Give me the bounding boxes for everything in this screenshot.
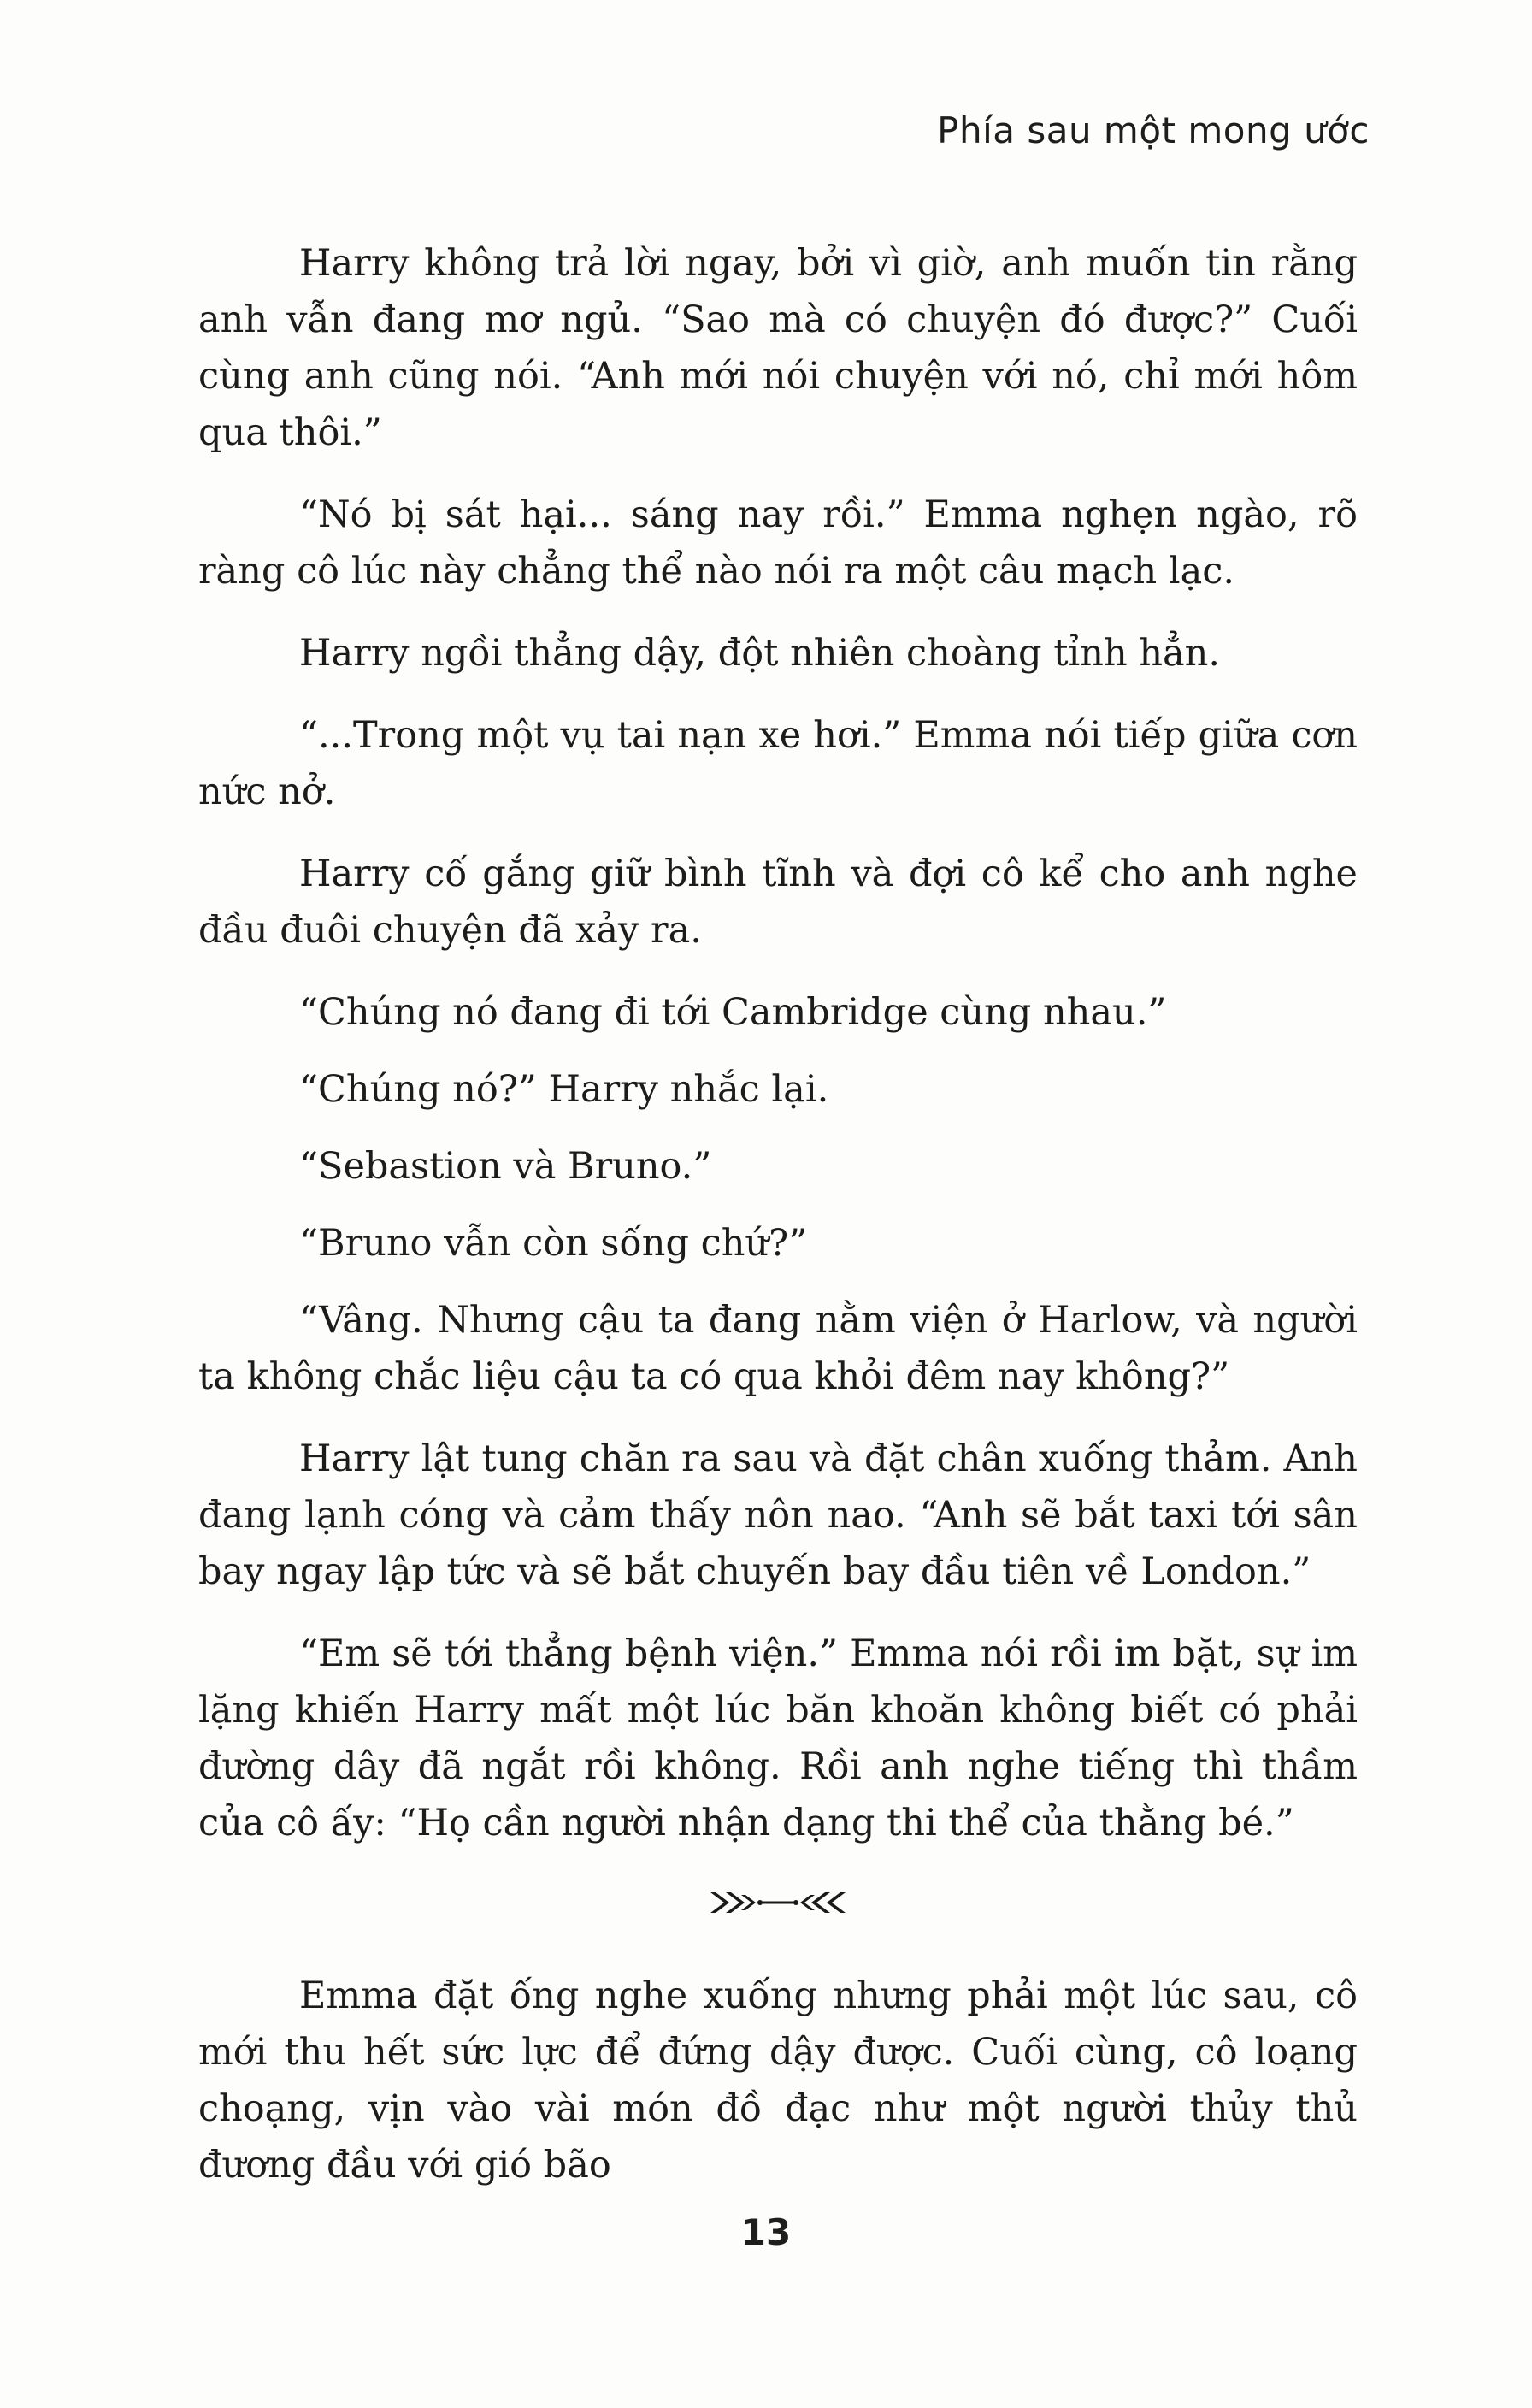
section-break <box>198 1877 1358 1928</box>
page-body <box>198 235 1358 2219</box>
paragraph: “Nó bị sát hại... sáng nay rồi.” Emma nghẹn ngào, rõ ràng cô lúc này chẳng thể nào nói ra một câu mạch lạc. <box>198 493 1358 593</box>
paragraph: Harry lật tung chăn ra sau và đặt chân xuống thảm. Anh đang lạnh cóng và cảm thấy nôn nao. “Anh sẽ bắt taxi tới sân bay ngay lập tức và sẽ bắt chuyến bay đầu tiên về London.” <box>198 1437 1358 1593</box>
paragraph: “Vâng. Nhưng cậu ta đang nằm viện ở Harlow, và người ta không chắc liệu cậu ta có qua khỏi đêm nay không?” <box>198 1299 1358 1398</box>
paragraph: “...Trong một vụ tai nạn xe hơi.” Emma nói tiếp giữa cơn nức nở. <box>198 714 1358 813</box>
paragraph: “Sebastion và Bruno.” <box>299 1145 712 1188</box>
paragraph: “Bruno vẫn còn sống chứ?” <box>299 1222 808 1265</box>
paragraph: Emma đặt ống nghe xuống nhưng phải một lúc sau, cô mới thu hết sức lực để đứng dậy được. Cuối cùng, cô loạng choạng, vịn vào vài món đồ đạc như một người thủy thủ đương đầu với gió bão <box>198 1974 1358 2187</box>
page-number: 13 <box>740 2211 792 2253</box>
paragraph: “Em sẽ tới thẳng bệnh viện.” Emma nói rồi im bặt, sự im lặng khiến Harry mất một lúc băn khoăn không biết có phải đường dây đã ngắt rồi không. Rồi anh nghe tiếng thì thầm của cô ấy: “Họ cần người nhận dạng thi thể của thằng bé.” <box>198 1632 1358 1844</box>
paragraph: “Chúng nó?” Harry nhắc lại. <box>299 1068 829 1111</box>
fleuron-divider-icon <box>705 1886 851 1920</box>
paragraph: Harry không trả lời ngay, bởi vì giờ, anh muốn tin rằng anh vẫn đang mơ ngủ. “Sao mà có chuyện đó được?” Cuối cùng anh cũng nói. “Anh mới nói chuyện với nó, chỉ mới hôm qua thôi.” <box>198 242 1358 454</box>
running-title: Phía sau một mong ước <box>937 109 1370 151</box>
paragraph: Harry cố gắng giữ bình tĩnh và đợi cô kể cho anh nghe đầu đuôi chuyện đã xảy ra. <box>198 853 1358 952</box>
paragraph: “Chúng nó đang đi tới Cambridge cùng nhau.” <box>299 991 1167 1034</box>
paragraph: Harry ngồi thẳng dậy, đột nhiên choàng tỉnh hẳn. <box>299 632 1221 675</box>
